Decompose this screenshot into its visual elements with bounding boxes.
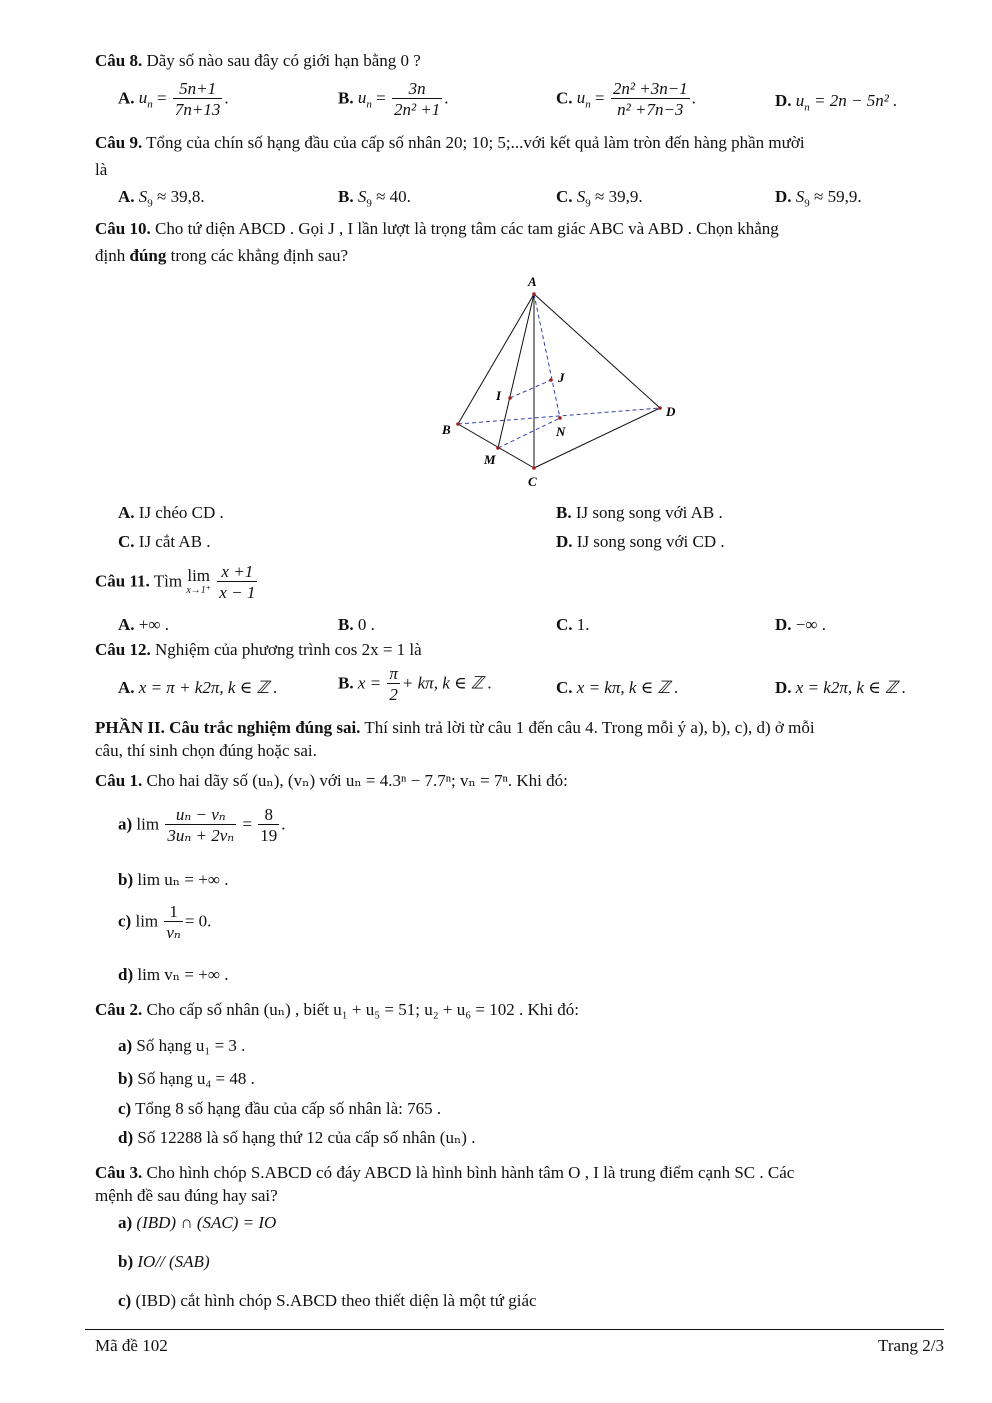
q9-stem-cont: là	[95, 160, 108, 179]
q9-option-b: B. $S_9 \approx 40$.	[338, 187, 411, 210]
q9-text: Tổng của chín số hạng đầu của cấp số nhân 20; 10; 5;...với kết quả làm tròn đến hàng phần mười	[142, 133, 805, 152]
q9-option-d: D. $S_9 \approx 59,9$.	[775, 187, 862, 210]
q10-c-label: C.	[118, 532, 135, 551]
q12-option-b	[338, 664, 492, 705]
p2q2-statement-d	[118, 1127, 475, 1149]
q10-bold-word: đúng	[129, 246, 167, 265]
q9-b-text: ≈ 40.	[376, 187, 411, 206]
p2q1-stem	[95, 770, 944, 792]
label-B: B	[442, 422, 451, 437]
q11-lim-sub: x→1⁺	[186, 584, 212, 596]
q11-fraction	[217, 562, 257, 603]
q8-c-num: 2n² +3n−1	[612, 79, 688, 98]
p2q1-c-end: = 0.	[184, 911, 212, 931]
q12-a-label: A.	[118, 678, 135, 697]
q12-option-d	[775, 677, 906, 699]
q9-d-label: D.	[775, 187, 792, 206]
q12-a-text: x = π + k2π, k ∈ ℤ .	[134, 678, 278, 697]
q12-option-a	[118, 677, 278, 699]
q12-d-text: x = k2π, k ∈ ℤ .	[791, 678, 907, 697]
point-N	[558, 416, 562, 420]
q10-stem	[95, 218, 944, 240]
segment-MN-hidden	[498, 418, 560, 448]
point-D	[658, 406, 662, 410]
q12-c-text: x = kπ, k ∈ ℤ .	[572, 678, 679, 697]
q9-option-c: C. $S_9 \approx 39,9$.	[556, 187, 643, 210]
q8-option-d: D. $u_n = 2n - 5n^2$ .	[775, 91, 898, 114]
q9-option-a: A. $S_9 \approx 39,8$.	[118, 187, 205, 210]
p2q1-b-text: lim uₙ = +∞ .	[133, 870, 229, 889]
q10-b-text: IJ song song với AB .	[571, 503, 723, 522]
p2q2-statement-c	[118, 1098, 441, 1120]
q12-b-label: B.	[338, 673, 354, 693]
q10-d-text: IJ song song với CD .	[572, 532, 725, 551]
q12-b-fraction	[387, 664, 400, 705]
footer-divider	[85, 1329, 944, 1330]
q12-b-den: 2	[387, 683, 400, 705]
p2q1-c-lim: lim	[135, 911, 159, 931]
q8-b-num: 3n	[408, 79, 426, 98]
p2q2-statement-a	[118, 1035, 245, 1057]
point-I	[508, 396, 512, 400]
edge-AD	[534, 294, 660, 408]
part2-heading: PHẦN II. Câu trắc nghiệm đúng sai.	[95, 718, 361, 737]
q11-option-a	[118, 614, 169, 636]
q8-stem	[95, 50, 944, 72]
label-D: D	[666, 404, 676, 419]
q8-a-num: 5n+1	[179, 79, 217, 98]
edge-BC	[458, 424, 534, 468]
p2q1-statement-d	[118, 964, 228, 986]
q12-text: Nghiệm của phương trình cos 2x = 1 là	[150, 640, 422, 659]
q9-c-label: C.	[556, 187, 573, 206]
q11-lim-word: lim	[187, 565, 211, 585]
q8-c-label: C.	[556, 88, 573, 108]
p2q1-a-rnum: 8	[264, 805, 273, 824]
q11-b-label: B.	[338, 615, 354, 634]
tetrahedron-figure	[420, 272, 700, 494]
p2q3-text-1: Cho hình chóp S.ABCD có đáy ABCD là hình bình hành tâm O , I là trung điểm cạnh SC . Các	[142, 1163, 795, 1182]
p2q2-d-text: Số 12288 là số hạng thứ 12 của cấp số nhân (uₙ) .	[133, 1128, 476, 1147]
p2q1-a-fraction	[165, 805, 236, 846]
p2q2-c-label: c)	[118, 1099, 132, 1118]
q12-stem	[95, 639, 944, 661]
p2q3-b-label: b)	[118, 1252, 134, 1271]
part2-text-1: Thí sinh trả lời từ câu 1 đến câu 4. Trong mỗi ý a), b), c), d) ở mỗi	[360, 718, 815, 737]
p2q3-statement-b	[118, 1251, 210, 1273]
p2q2-text: Cho cấp số nhân (uₙ) , biết u₁ + u₅ = 51; u₂ + u₆ = 102 . Khi đó:	[142, 1000, 579, 1019]
part2-heading-line	[95, 717, 944, 739]
p2q1-a-end: .	[281, 814, 286, 834]
p2q3-b-text: IO// (SAB)	[133, 1252, 210, 1271]
q8-c-den: n² +7n−3	[611, 98, 690, 120]
q12-c-label: C.	[556, 678, 573, 697]
point-C	[532, 466, 536, 470]
median-AM	[498, 294, 534, 448]
q10-a-text: IJ chéo CD .	[134, 503, 224, 522]
q11-a-label: A.	[118, 615, 135, 634]
q11-option-c	[556, 614, 590, 636]
label-C: C	[528, 474, 537, 489]
p2q3-stem-cont: mệnh đề sau đúng hay sai?	[95, 1186, 278, 1205]
q10-b-label: B.	[556, 503, 572, 522]
q11-den: x − 1	[219, 583, 256, 602]
label-J: J	[558, 370, 565, 385]
q10-text-2a: định	[95, 246, 130, 265]
p2q1-c-den: vₙ	[166, 923, 181, 942]
p2q2-stem	[95, 999, 944, 1021]
q11-c-label: C.	[556, 615, 573, 634]
q11-limit	[186, 565, 212, 598]
q9-c-text: ≈ 39,9.	[595, 187, 643, 206]
median-AN-hidden	[534, 294, 560, 418]
q10-d-label: D.	[556, 532, 573, 551]
p2q1-d-text: lim vₙ = +∞ .	[133, 965, 229, 984]
q11-option-b	[338, 614, 375, 636]
p2q1-a-den: 3uₙ + 2vₙ	[167, 826, 235, 845]
q8-option-b: B. $u_n$ = $\frac{3n}{\text{2n² +1}}$ .	[338, 79, 449, 119]
point-M	[496, 446, 500, 450]
q9-label: Câu 9.	[95, 133, 143, 152]
q10-option-b	[556, 502, 723, 524]
q10-option-a	[118, 502, 224, 524]
label-I: I	[496, 388, 502, 403]
q12-label: Câu 12.	[95, 640, 151, 659]
q11-d-label: D.	[775, 615, 792, 634]
point-J	[549, 378, 553, 382]
q10-text-2b: trong các khẳng định sau?	[166, 246, 349, 265]
edge-BD-hidden	[458, 408, 660, 424]
q10-label: Câu 10.	[95, 219, 151, 238]
q8-b-den: 2n² +1	[393, 100, 441, 119]
p2q1-a-lim: lim	[136, 814, 160, 834]
p2q3-c-label: c)	[118, 1291, 132, 1310]
q8-a-den: 7n+13	[174, 100, 221, 119]
p2q2-c-text: Tổng 8 số hạng đầu của cấp số nhân là: 765 .	[131, 1099, 442, 1118]
q9-a-label: A.	[118, 187, 135, 206]
p2q3-statement-a	[118, 1212, 276, 1234]
q11-num: x +1	[221, 562, 254, 581]
q8-a-label: A.	[118, 88, 135, 108]
p2q1-d-label: d)	[118, 965, 134, 984]
q11-option-d	[775, 614, 826, 636]
q11-b-text: 0 .	[353, 615, 375, 634]
p2q1-a-eq: =	[242, 814, 252, 834]
p2q1-statement-c	[118, 902, 211, 943]
p2q2-d-label: d)	[118, 1128, 134, 1147]
p2q2-b-text: Số hạng u₄ = 48 .	[133, 1069, 255, 1088]
q9-a-text: ≈ 39,8.	[157, 187, 205, 206]
p2q1-a-rden: 19	[260, 826, 278, 845]
q11-a-text: +∞ .	[134, 615, 169, 634]
q11-stem	[95, 562, 259, 603]
q11-c-text: 1.	[572, 615, 590, 634]
p2q1-statement-a	[118, 805, 285, 846]
q8-text: Dãy số nào sau đây có giới hạn bằng 0 ?	[142, 51, 421, 70]
q9-d-text: ≈ 59,9.	[814, 187, 862, 206]
segment-IJ-hidden	[510, 380, 551, 398]
p2q2-a-label: a)	[118, 1036, 133, 1055]
q8-a-fraction	[173, 79, 222, 120]
q9-stem	[95, 132, 944, 154]
q8-b-fraction	[392, 79, 442, 120]
label-A: A	[528, 274, 537, 289]
p2q1-c-fraction	[164, 902, 182, 943]
p2q2-statement-b	[118, 1068, 255, 1090]
p2q3-c-text: (IBD) cắt hình chóp S.ABCD theo thiết diện là một tứ giác	[131, 1291, 537, 1310]
q10-a-label: A.	[118, 503, 135, 522]
q12-b-lhs: x =	[353, 673, 382, 693]
point-A	[532, 292, 536, 296]
q11-text: Tìm	[149, 571, 187, 591]
q11-d-text: −∞ .	[791, 615, 826, 634]
edge-CD	[534, 408, 660, 468]
p2q1-b-label: b)	[118, 870, 134, 889]
p2q1-c-label: c)	[118, 911, 132, 931]
p2q1-a-rhs-fraction	[258, 805, 279, 846]
q12-d-label: D.	[775, 678, 792, 697]
q8-label: Câu 8.	[95, 51, 143, 70]
q10-stem-cont	[95, 245, 944, 267]
q10-option-c	[118, 531, 211, 553]
exam-code: Mã đề 102	[95, 1336, 168, 1355]
q8-b-label: B.	[338, 88, 354, 108]
p2q3-label: Câu 3.	[95, 1163, 143, 1182]
p2q1-a-label: a)	[118, 814, 133, 834]
q10-option-d	[556, 531, 725, 553]
q8-option-a: A. $u_n$ = $\frac{5n+1}{7n+13}$ .	[118, 79, 229, 119]
p2q2-a-text: Số hạng u₁ = 3 .	[132, 1036, 246, 1055]
q12-option-c	[556, 677, 679, 699]
p2q3-statement-c	[118, 1290, 537, 1312]
part2-text-2: câu, thí sinh chọn đúng hoặc sai.	[95, 741, 317, 760]
p2q1-a-num: uₙ − vₙ	[175, 805, 226, 824]
page-number: Trang 2/3	[878, 1336, 944, 1355]
label-M: M	[484, 452, 496, 467]
p2q2-b-label: b)	[118, 1069, 134, 1088]
p2q1-statement-b	[118, 869, 228, 891]
p2q3-stem	[95, 1162, 944, 1184]
q9-b-label: B.	[338, 187, 354, 206]
p2q3-a-text: (IBD) ∩ (SAC) = IO	[132, 1213, 277, 1232]
q10-c-text: IJ cắt AB .	[134, 532, 211, 551]
p2q2-label: Câu 2.	[95, 1000, 143, 1019]
point-B	[456, 422, 460, 426]
p2q3-a-label: a)	[118, 1213, 133, 1232]
q10-text-1: Cho tứ diện ABCD . Gọi J , I lần lượt là trọng tâm các tam giác ABC và ABD . Chọn khẳng	[150, 219, 779, 238]
q12-b-rhs: + kπ, k ∈ ℤ .	[401, 673, 492, 693]
q8-d-label: D.	[775, 91, 792, 110]
p2q1-c-num: 1	[169, 902, 178, 921]
q12-b-num: π	[389, 664, 398, 683]
q8-c-fraction	[611, 79, 690, 120]
p2q1-label: Câu 1.	[95, 771, 143, 790]
q11-label: Câu 11.	[95, 571, 150, 591]
q8-option-c: C. $u_n$ = $\frac{\text{2n² +3n−1}}{\text{n² +7n−3}}$ .	[556, 79, 696, 119]
edge-AB	[458, 294, 534, 424]
label-N: N	[556, 424, 566, 439]
p2q1-text: Cho hai dãy số (uₙ), (vₙ) với uₙ = 4.3ⁿ − 7.7ⁿ; vₙ = 7ⁿ. Khi đó:	[142, 771, 568, 790]
q8-d-expr: = 2n − 5n² .	[814, 91, 898, 110]
